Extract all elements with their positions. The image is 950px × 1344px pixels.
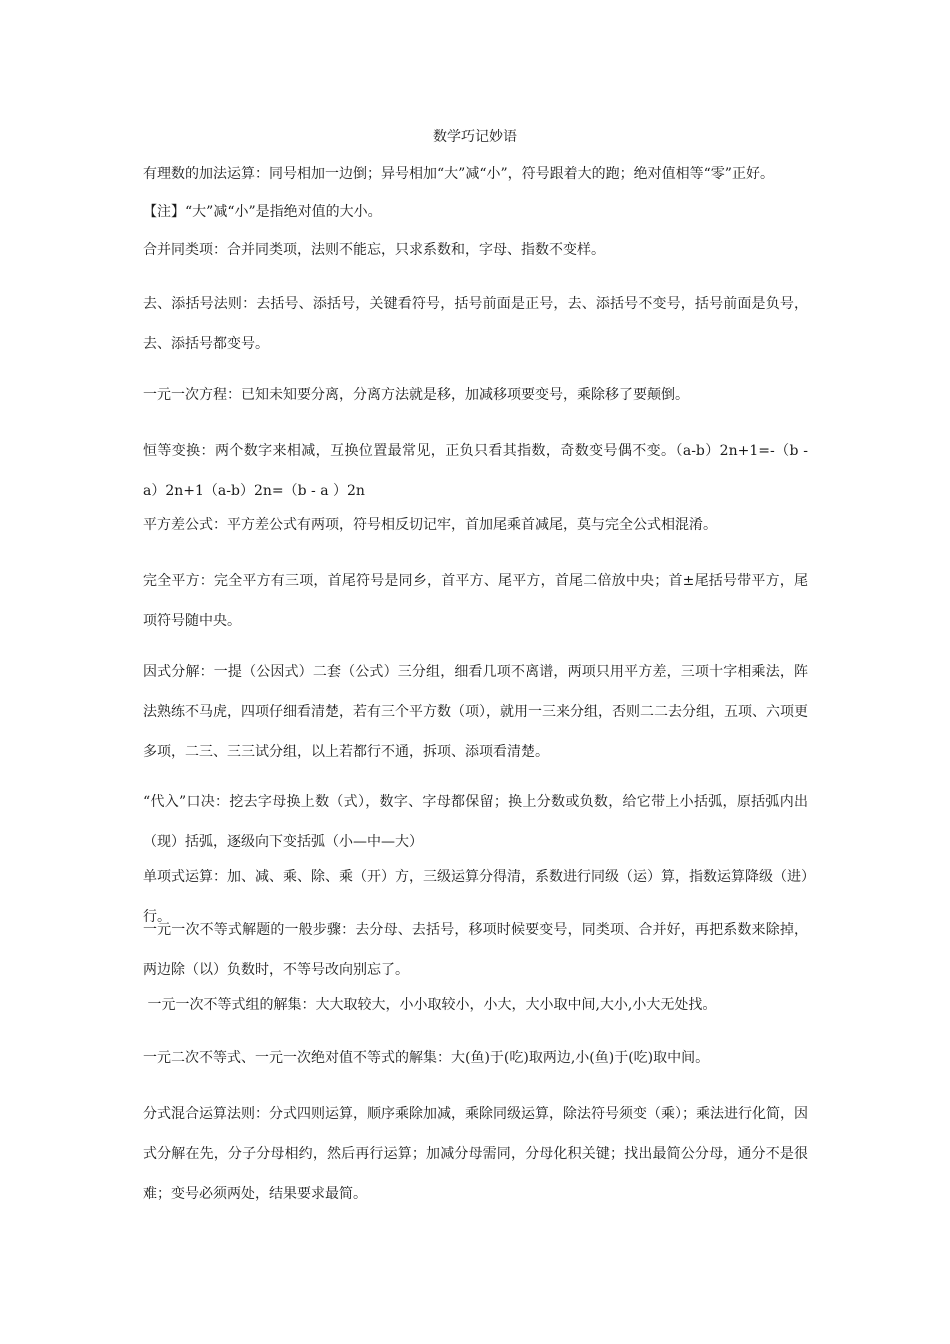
paragraph-identity-transform: 恒等变换：两个数字来相减，互换位置最常见，正负只看其指数，奇数变号偶不变。（a-b）2n+1=-（b - a）2n+1（a-b）2n=（b - a ）2n [143,443,808,499]
paragraph-quadratic-inequality: 一元二次不等式、一元一次绝对值不等式的解集：大(鱼)于(吃)取两边,小(鱼)于(吃)取中间。 [143,1050,710,1066]
paragraph-difference-of-squares: 平方差公式：平方差公式有两项，符号相反切记牢，首加尾乘首减尾，莫与完全公式相混淆。 [143,517,717,533]
paragraph-fraction-operations: 分式混合运算法则：分式四则运算，顺序乘除加减，乘除同级运算，除法符号须变（乘）；乘法进行化简，因式分解在先，分子分母相约，然后再行运算；加减分母需同，分母化积关键；找出最简公分母，通分不是很难；变号必须两处，结果要求最简。 [143,1106,808,1202]
paragraph-substitution: “代入”口决：挖去字母换上数（式），数字、字母都保留；换上分数或负数，给它带上小括弧，原括弧内出（现）括弧，逐级向下变括弧（小—中—大） [143,794,808,850]
paragraph-linear-equation: 一元一次方程：已知未知要分离，分离方法就是移，加减移项要变号，乘除移了要颠倒。 [143,387,689,403]
paragraph-monomial-operations: 单项式运算：加、减、乘、除、乘（开）方，三级运算分得清，系数进行同级（运）算，指数运算降级（进）行。 [143,869,808,925]
paragraph-perfect-square: 完全平方：完全平方有三项，首尾符号是同乡，首平方、尾平方，首尾二倍放中央；首±尾括号带平方，尾项符号随中央。 [143,573,808,629]
paragraph-inequality-system: 一元一次不等式组的解集：大大取较大，小小取较小，小大，大小取中间,大小,小大无处找。 [143,997,717,1013]
document-title: 数学巧记妙语 [433,129,517,145]
paragraph-note: 【注】“大”减“小”是指绝对值的大小。 [143,204,382,220]
paragraph-linear-inequality-steps: 一元一次不等式解题的一般步骤：去分母、去括号，移项时候要变号，同类项、合并好，再把系数来除掉，两边除（以）负数时，不等号改向别忘了。 [143,922,808,978]
paragraph-factorization: 因式分解：一提（公因式）二套（公式）三分组，细看几项不离谱，两项只用平方差，三项十字相乘法，阵法熟练不马虎，四项仔细看清楚，若有三个平方数（项），就用一三来分组，否则二二去分组，五项、六项更多项，二三、三三试分组，以上若都行不通，拆项、添项看清楚。 [143,664,808,760]
paragraph-addition-rule: 有理数的加法运算：同号相加一边倒；异号相加“大”减“小”，符号跟着大的跑；绝对值相等“零”正好。 [143,166,774,182]
paragraph-like-terms: 合并同类项：合并同类项，法则不能忘，只求系数和，字母、指数不变样。 [143,242,605,258]
paragraph-brackets-rule: 去、添括号法则：去括号、添括号，关键看符号，括号前面是正号，去、添括号不变号，括号前面是负号，去、添括号都变号。 [143,296,808,352]
